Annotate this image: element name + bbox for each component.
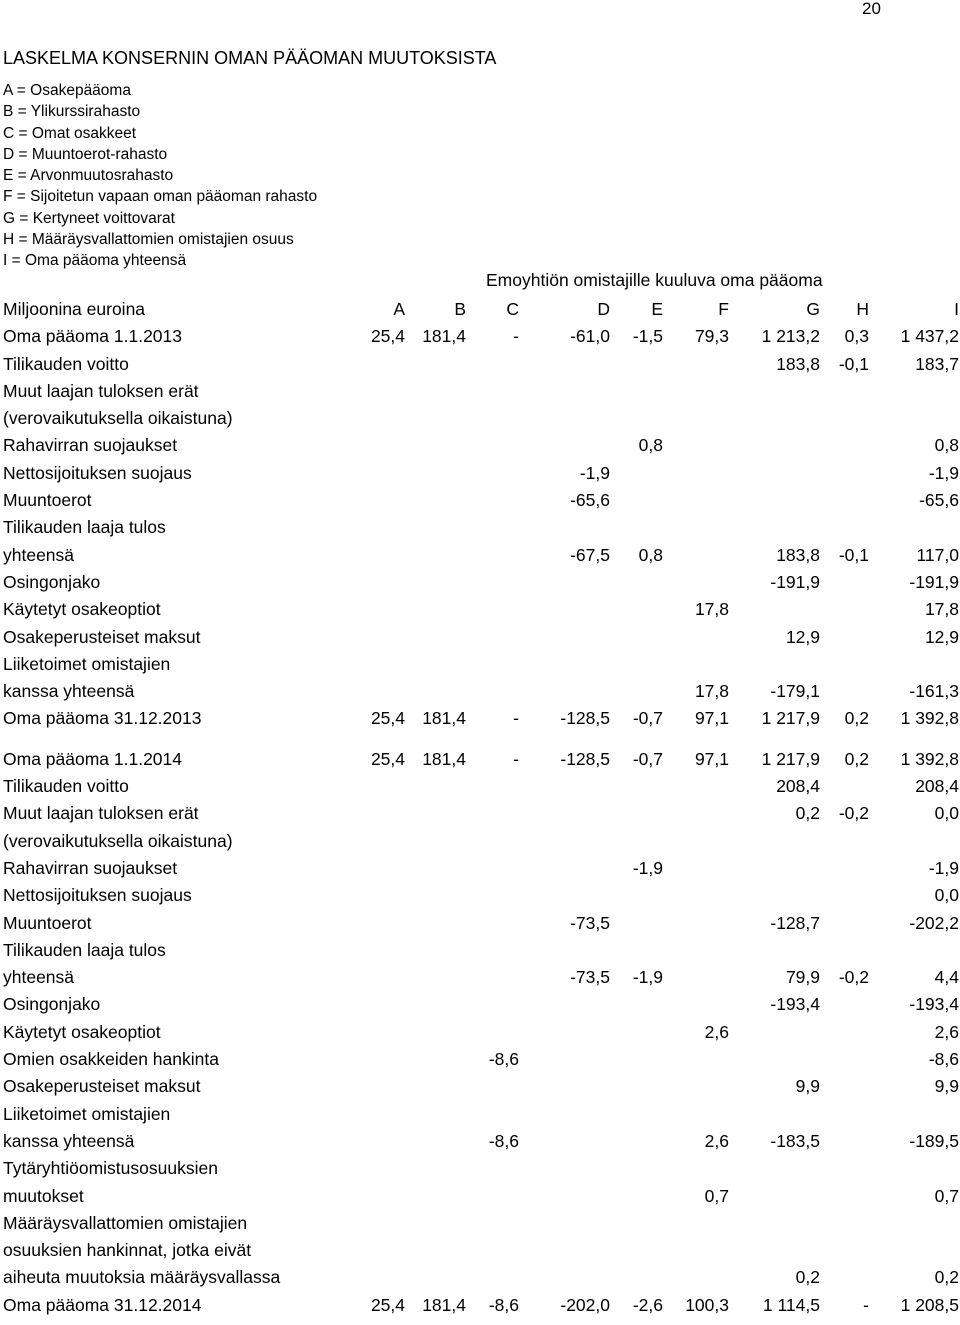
cell-g: -193,4 — [770, 994, 820, 1015]
row-label: Käytetyt osakeoptiot — [3, 599, 161, 620]
row-label: Osakeperusteiset maksut — [3, 1076, 201, 1097]
cell-i: -1,9 — [928, 462, 959, 483]
table-row — [0, 596, 960, 623]
legend-item: D = Muuntoerot-rahasto — [3, 145, 168, 163]
table-row — [0, 1128, 960, 1155]
cell-c: -8,6 — [488, 1294, 519, 1315]
table-row — [0, 351, 960, 378]
row-label: Oma pääoma 31.12.2013 — [3, 708, 202, 729]
cell-i: 208,4 — [915, 776, 959, 797]
cell-i: 0,7 — [934, 1185, 959, 1206]
table-row — [0, 1237, 960, 1264]
cell-i: 0,0 — [934, 885, 959, 906]
cell-h: -0,1 — [838, 544, 869, 565]
cell-d: -128,5 — [560, 748, 610, 769]
cell-i: -202,2 — [909, 912, 959, 933]
row-label: Muut laajan tuloksen erät — [3, 803, 199, 824]
cell-i: -161,3 — [909, 681, 959, 702]
table-row — [0, 773, 960, 800]
cell-i: 0,8 — [934, 435, 959, 456]
cell-g: 1 217,9 — [761, 708, 820, 729]
cell-g: 9,9 — [795, 1076, 820, 1097]
table-row — [0, 624, 960, 651]
cell-g: 183,8 — [776, 544, 820, 565]
cell-e: -0,7 — [632, 748, 663, 769]
cell-h: -0,1 — [838, 353, 869, 374]
cell-d: -202,0 — [560, 1294, 610, 1315]
cell-i: 117,0 — [916, 544, 959, 565]
row-label: (verovaikutuksella oikaistuna) — [3, 830, 233, 851]
table-row — [0, 1019, 960, 1046]
header-row — [0, 296, 960, 323]
cell-f: 17,8 — [694, 599, 729, 620]
row-label: Osingonjako — [3, 994, 101, 1015]
table-row — [0, 678, 960, 705]
table-row — [0, 651, 960, 678]
cell-e: -1,5 — [632, 326, 663, 347]
cell-g: 183,8 — [776, 353, 820, 374]
cell-i: 0,0 — [934, 803, 959, 824]
table-row — [0, 1183, 960, 1210]
cell-c: -8,6 — [488, 1130, 519, 1151]
row-label: Nettosijoituksen suojaus — [3, 462, 192, 483]
cell-f: 0,7 — [704, 1185, 729, 1206]
row-label: Tilikauden laaja tulos — [3, 517, 166, 538]
cell-f: 97,1 — [694, 748, 729, 769]
cell-i: 1 437,2 — [900, 326, 959, 347]
cell-b: 181,4 — [422, 1294, 466, 1315]
table-row — [0, 1264, 960, 1291]
cell-e: -0,7 — [632, 708, 663, 729]
row-label: Muuntoerot — [3, 912, 92, 933]
cell-f: 17,8 — [694, 681, 729, 702]
cell-g: -183,5 — [770, 1130, 820, 1151]
row-label: Tilikauden voitto — [3, 776, 129, 797]
row-label: yhteensä — [3, 544, 75, 565]
cell-g: 79,9 — [785, 967, 820, 988]
cell-g: 208,4 — [776, 776, 820, 797]
row-label: Muut laajan tuloksen erät — [3, 380, 199, 401]
row-label: Rahavirran suojaukset — [3, 435, 178, 456]
cell-d: -128,5 — [560, 708, 610, 729]
row-label: Käytetyt osakeoptiot — [3, 1021, 161, 1042]
table-body — [0, 323, 960, 1319]
cell-i: -1,9 — [928, 857, 959, 878]
table-row — [0, 991, 960, 1018]
cell-d: -67,5 — [570, 544, 610, 565]
column-header-b: B — [454, 299, 466, 319]
row-label: Liiketoimet omistajien — [3, 1103, 171, 1124]
column-header-g: G — [806, 299, 820, 319]
page-number: 20 — [862, 0, 881, 18]
cell-g: 12,9 — [785, 626, 820, 647]
table-row — [0, 542, 960, 569]
cell-e: -1,9 — [632, 967, 663, 988]
cell-f: 97,1 — [694, 708, 729, 729]
cell-h: -0,2 — [838, 967, 869, 988]
cell-h: 0,2 — [844, 748, 869, 769]
cell-g: 0,2 — [795, 1267, 820, 1288]
cell-i: -8,6 — [928, 1049, 959, 1070]
legend-item: C = Omat osakkeet — [3, 124, 137, 142]
column-header-i: I — [954, 299, 959, 319]
cell-g: 1 213,2 — [761, 326, 820, 347]
column-legend — [3, 80, 317, 271]
cell-e: -1,9 — [632, 857, 663, 878]
cell-a: 25,4 — [370, 708, 405, 729]
column-header-d: D — [597, 299, 610, 319]
cell-e: -2,6 — [632, 1294, 663, 1315]
table-row — [0, 1046, 960, 1073]
table-row — [0, 323, 960, 350]
cell-i: 2,6 — [934, 1021, 959, 1042]
cell-c: -8,6 — [488, 1049, 519, 1070]
unit-label: Miljoonina euroina — [3, 299, 146, 319]
table-row — [0, 1210, 960, 1237]
cell-d: -73,5 — [570, 967, 610, 988]
table-row — [0, 746, 960, 773]
equity-changes-table — [0, 296, 960, 1319]
row-label: Oma pääoma 1.1.2013 — [3, 326, 183, 347]
cell-g: -128,7 — [770, 912, 820, 933]
cell-i: 1 392,8 — [900, 748, 959, 769]
cell-i: 17,8 — [924, 599, 959, 620]
row-label: Tilikauden laaja tulos — [3, 939, 166, 960]
row-label: osuuksien hankinnat, jotka eivät — [3, 1240, 252, 1261]
cell-a: 25,4 — [370, 1294, 405, 1315]
cell-c: - — [513, 748, 519, 769]
table-row — [0, 378, 960, 405]
cell-c: - — [513, 708, 519, 729]
cell-g: 1 217,9 — [761, 748, 820, 769]
table-row — [0, 569, 960, 596]
section-spacer — [0, 733, 960, 746]
table-row — [0, 432, 960, 459]
cell-b: 181,4 — [422, 708, 466, 729]
table-row — [0, 800, 960, 827]
cell-a: 25,4 — [370, 326, 405, 347]
legend-item: H = Määräysvallattomien omistajien osuus — [3, 230, 294, 248]
table-row — [0, 514, 960, 541]
row-label: aiheuta muutoksia määräysvallassa — [3, 1267, 281, 1288]
row-label: Osakeperusteiset maksut — [3, 626, 201, 647]
table-row — [0, 882, 960, 909]
row-label: Liiketoimet omistajien — [3, 653, 171, 674]
cell-d: -73,5 — [570, 912, 610, 933]
cell-i: -191,9 — [909, 571, 959, 592]
row-label: Muuntoerot — [3, 490, 92, 511]
row-label: kanssa yhteensä — [3, 681, 135, 702]
legend-item: B = Ylikurssirahasto — [3, 103, 141, 121]
cell-d: -1,9 — [579, 462, 610, 483]
column-header-e: E — [651, 299, 663, 319]
legend-item: I = Oma pääoma yhteensä — [3, 252, 187, 269]
table-row — [0, 705, 960, 732]
table-row — [0, 937, 960, 964]
cell-c: - — [513, 326, 519, 347]
row-label: Osingonjako — [3, 571, 101, 592]
cell-i: 1 392,8 — [900, 708, 959, 729]
cell-g: 1 114,5 — [762, 1294, 820, 1315]
row-label: kanssa yhteensä — [3, 1130, 135, 1151]
cell-g: -191,9 — [770, 571, 820, 592]
table-row — [0, 828, 960, 855]
row-label: Oma pääoma 1.1.2014 — [3, 748, 183, 769]
column-header-h: H — [856, 299, 869, 319]
row-label: Nettosijoituksen suojaus — [3, 885, 192, 906]
cell-h: 0,3 — [844, 326, 869, 347]
cell-g: 0,2 — [795, 803, 820, 824]
table-row — [0, 460, 960, 487]
row-label: Omien osakkeiden hankinta — [3, 1049, 219, 1070]
cell-i: 9,9 — [934, 1076, 959, 1097]
table-row — [0, 1155, 960, 1182]
row-label: Rahavirran suojaukset — [3, 857, 178, 878]
cell-i: 1 208,5 — [900, 1294, 959, 1315]
cell-f: 2,6 — [704, 1130, 729, 1151]
column-header-f: F — [718, 299, 729, 319]
document-title: LASKELMA KONSERNIN OMAN PÄÄOMAN MUUTOKSISTA — [3, 48, 497, 68]
table-row — [0, 487, 960, 514]
row-label: Määräysvallattomien omistajien — [3, 1212, 248, 1233]
cell-i: -65,6 — [919, 490, 959, 511]
legend-item: G = Kertyneet voittovarat — [3, 209, 175, 227]
row-label: muutokset — [3, 1185, 84, 1206]
cell-i: 0,2 — [934, 1267, 959, 1288]
table-row — [0, 1292, 960, 1319]
column-header-a: A — [393, 299, 405, 319]
cell-b: 181,4 — [422, 748, 466, 769]
cell-i: 4,4 — [934, 967, 959, 988]
cell-i: -189,5 — [909, 1130, 959, 1151]
table-row — [0, 1101, 960, 1128]
table-row — [0, 910, 960, 937]
column-header-c: C — [506, 299, 519, 319]
row-label: Tytäryhtiöomistusosuuksien — [3, 1158, 218, 1179]
table-row — [0, 964, 960, 991]
cell-i: 12,9 — [924, 626, 959, 647]
row-label: (verovaikutuksella oikaistuna) — [3, 408, 233, 429]
group-header: Emoyhtiön omistajille kuuluva oma pääoma — [486, 270, 823, 290]
cell-f: 100,3 — [685, 1294, 729, 1315]
cell-g: -179,1 — [770, 681, 820, 702]
row-label: Oma pääoma 31.12.2014 — [3, 1294, 202, 1315]
cell-d: -61,0 — [570, 326, 610, 347]
cell-i: -193,4 — [909, 994, 959, 1015]
cell-f: 2,6 — [704, 1021, 729, 1042]
cell-h: 0,2 — [844, 708, 869, 729]
cell-d: -65,6 — [570, 490, 610, 511]
cell-b: 181,4 — [422, 326, 466, 347]
legend-item: E = Arvonmuutosrahasto — [3, 167, 174, 184]
table-row — [0, 405, 960, 432]
table-row — [0, 855, 960, 882]
legend-item: F = Sijoitetun vapaan oman pääoman rahasto — [3, 188, 318, 206]
cell-h: -0,2 — [838, 803, 869, 824]
row-label: Tilikauden voitto — [3, 353, 129, 374]
cell-e: 0,8 — [638, 544, 663, 565]
cell-i: 183,7 — [915, 353, 959, 374]
legend-item: A = Osakepääoma — [3, 82, 131, 99]
row-label: yhteensä — [3, 967, 75, 988]
cell-h: - — [863, 1294, 869, 1315]
cell-a: 25,4 — [370, 748, 405, 769]
table-row — [0, 1073, 960, 1100]
cell-e: 0,8 — [638, 435, 663, 456]
cell-f: 79,3 — [694, 326, 729, 347]
